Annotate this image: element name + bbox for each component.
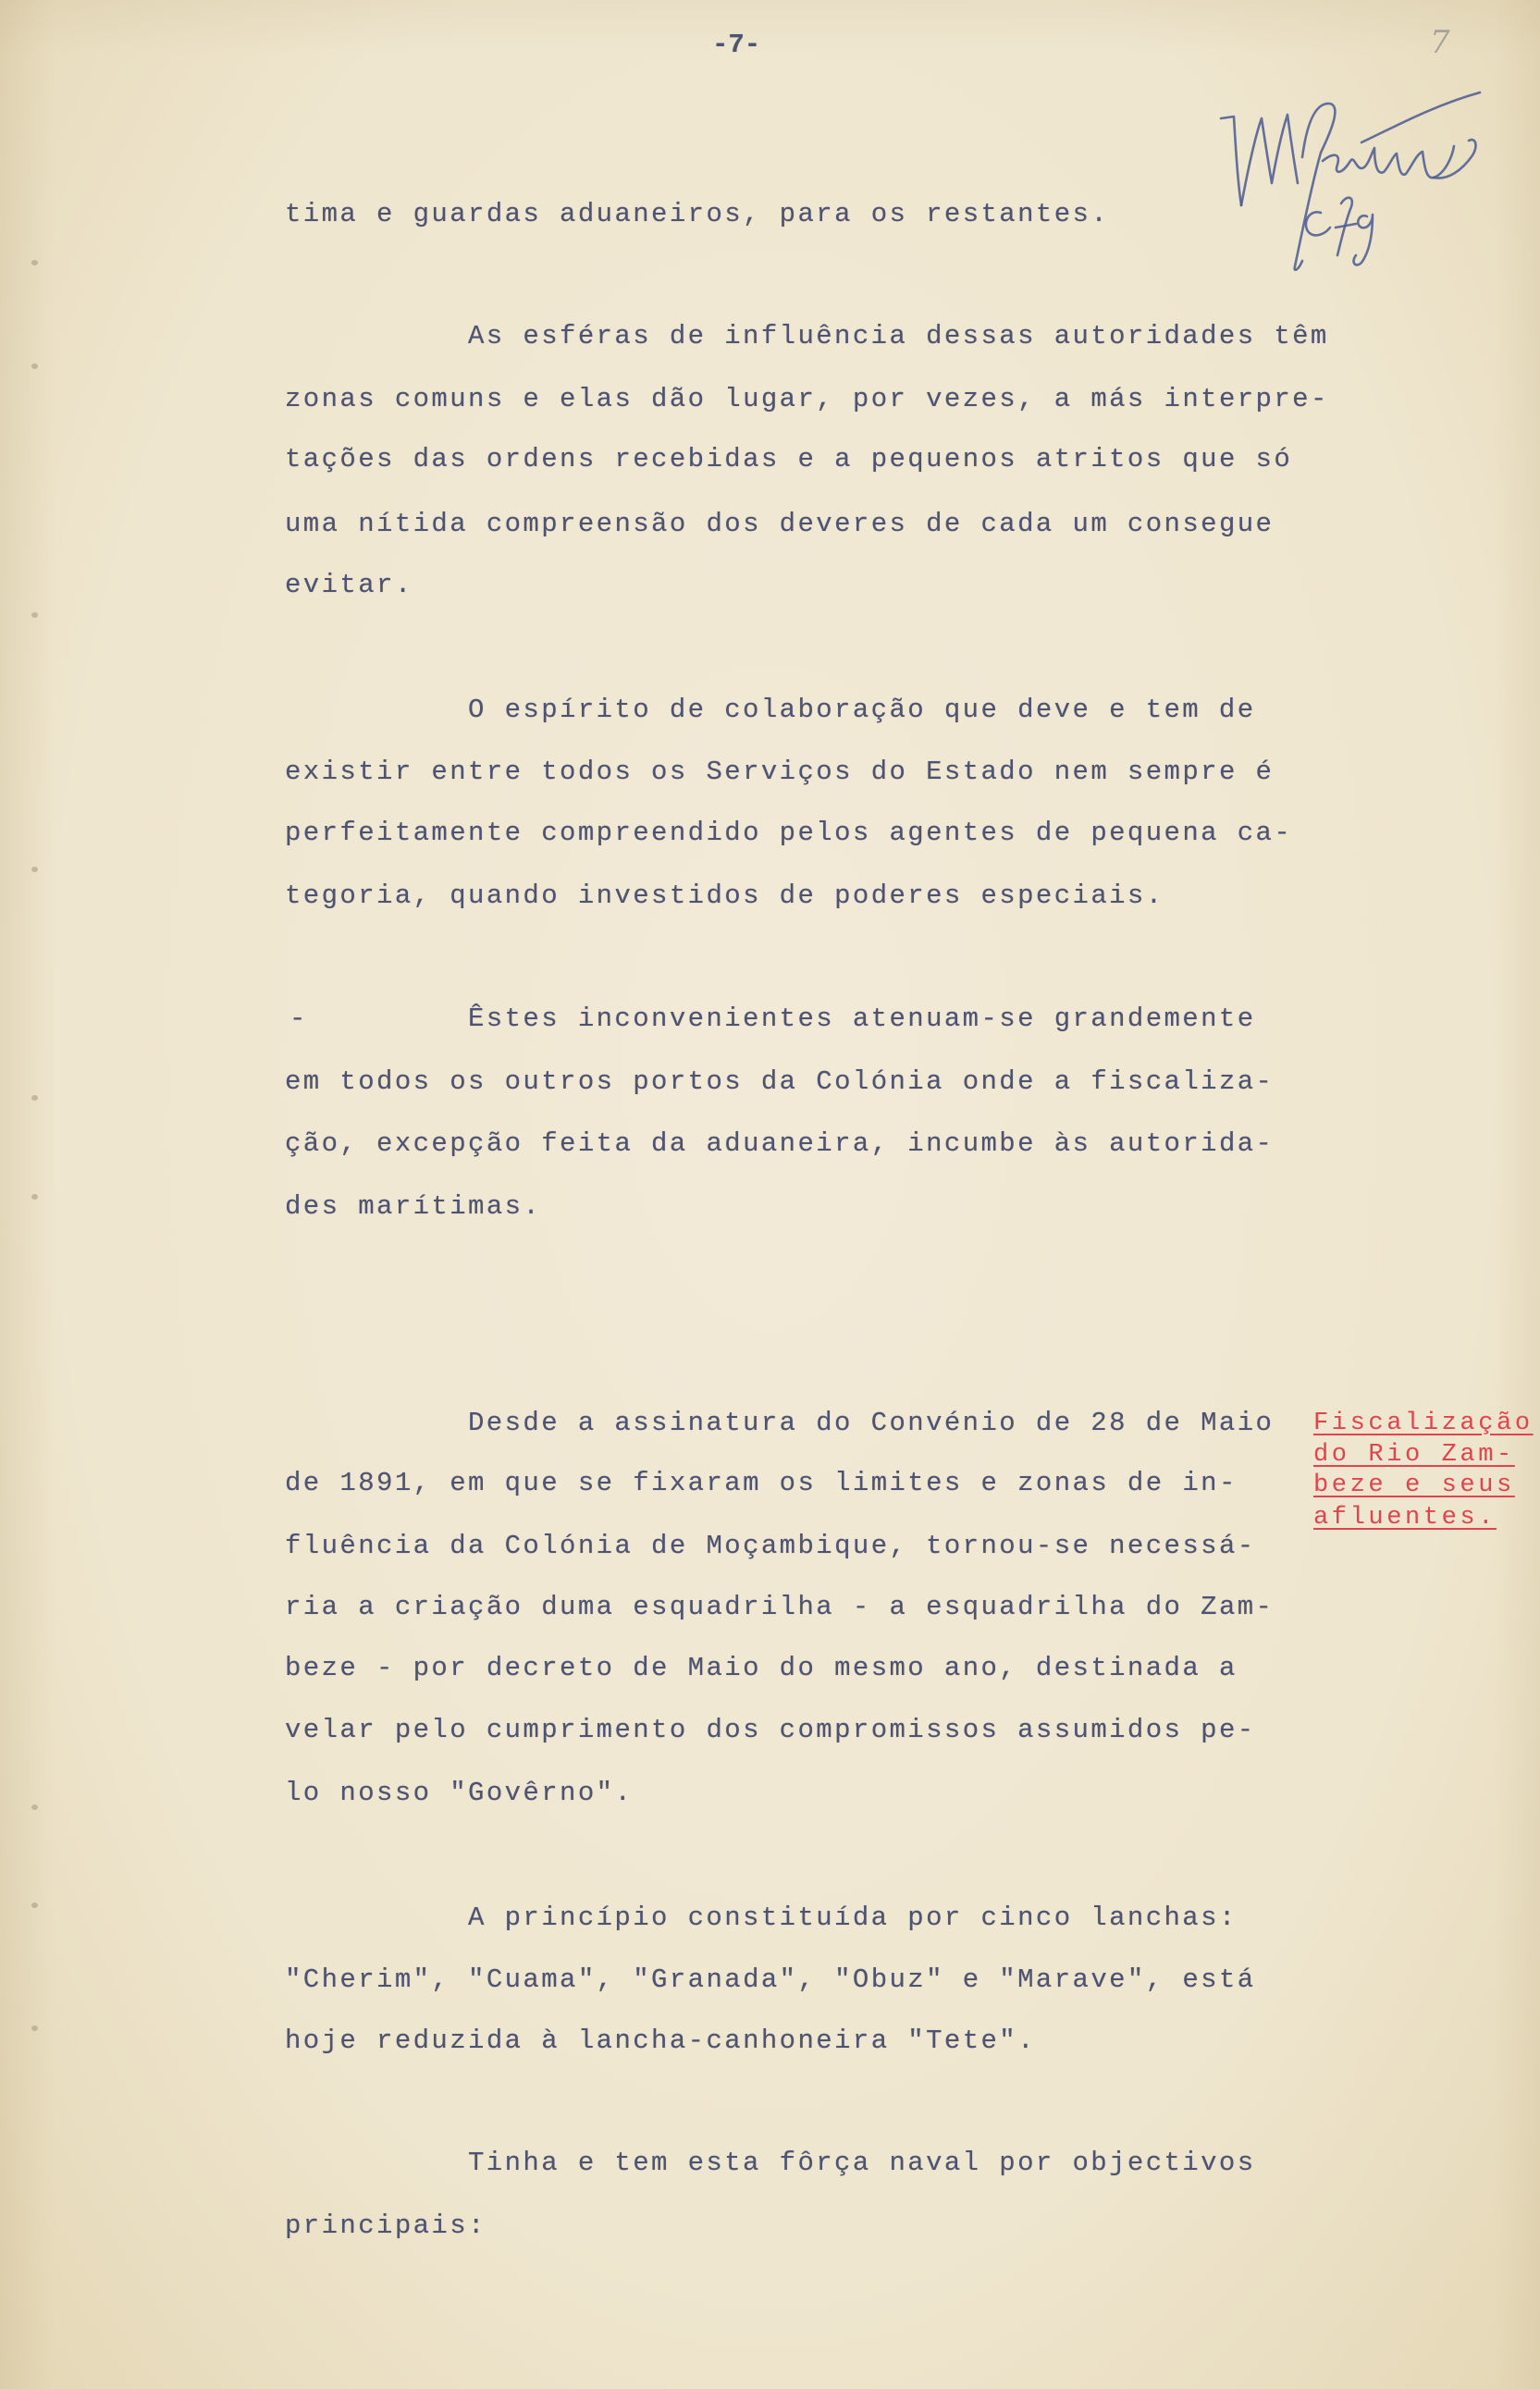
margin-mark [31,1903,38,1908]
text-line: perfeitamente compreendido pelos agentes de pequena ca- [285,818,1293,848]
text-line: As esféras de influência dessas autoridades têm [468,321,1329,351]
margin-note-line: do Rio Zam- [1313,1441,1515,1469]
text-line: Tinha e tem esta fôrça naval por objectivos [468,2148,1256,2178]
handwritten-signature [1202,65,1498,287]
text-line: evitar. [285,570,413,600]
signature-stroke [1354,215,1373,265]
text-line: A princípio constituída por cinco lanchas: [468,1903,1238,1933]
text-line: Desde a assinatura do Convénio de 28 de Maio [468,1408,1275,1438]
margin-mark [31,1804,38,1810]
signature-stroke [1361,92,1480,142]
margin-mark [31,867,38,872]
margin-mark [31,363,38,369]
text-line: lo nosso "Govêrno". [285,1778,634,1808]
paragraph-marker: - [290,1004,308,1034]
text-line: des marítimas. [285,1191,542,1222]
margin-mark [31,2026,38,2031]
text-line: ria a criação duma esquadrilha - a esquadrilha do Zam- [285,1592,1275,1622]
text-line: fluência da Colónia de Moçambique, tornou-se necessá- [285,1531,1256,1561]
margin-mark [31,260,38,265]
text-line: tegoria, quando investidos de poderes especiais. [285,880,1164,911]
signature-stroke [1306,212,1330,235]
text-line: Êstes inconvenientes atenuam-se grandemente [468,1004,1256,1034]
signature-stroke [1295,104,1336,270]
handwritten-page-number: 7 [1430,24,1450,61]
signature-stroke [1221,117,1241,205]
text-line: uma nítida compreensão dos deveres de cada um consegue [285,509,1275,539]
text-line: O espírito de colaboração que deve e tem de [468,695,1256,725]
page-number: -7- [712,30,761,60]
text-line: "Cherim", "Cuama", "Granada", "Obuz" e "Marave", está [285,1964,1256,1995]
text-line: zonas comuns e elas dão lugar, por vezes, a más interpre- [285,384,1329,414]
margin-mark [31,1194,38,1200]
text-line: hoje reduzida à lancha-canhoneira "Tete". [285,2026,1036,2056]
margin-mark [31,1095,38,1101]
text-line: beze - por decreto de Maio do mesmo ano, destinada a [285,1653,1238,1683]
signature-stroke [1241,115,1298,205]
margin-note-line: beze e seus [1313,1472,1515,1499]
margin-note-line: afluentes. [1313,1504,1497,1532]
text-line: tima e guardas aduaneiros, para os restantes. [285,199,1110,229]
text-line: velar pelo cumprimento dos compromissos assumidos pe- [285,1715,1256,1745]
text-line: tações das ordens recebidas e a pequenos atritos que só [285,444,1293,474]
text-line: de 1891, em que se fixaram os limites e zonas de in- [285,1468,1238,1498]
text-line: ção, excepção feita da aduaneira, incumbe às autorida- [285,1128,1275,1159]
signature-stroke [1323,146,1454,178]
margin-note-line: Fiscalização [1313,1410,1534,1437]
text-line: principais: [285,2210,487,2241]
text-line: em todos os outros portos da Colónia onde a fiscaliza- [285,1066,1275,1097]
margin-mark [31,612,38,618]
text-line: existir entre todos os Serviços do Estado nem sempre é [285,757,1275,787]
